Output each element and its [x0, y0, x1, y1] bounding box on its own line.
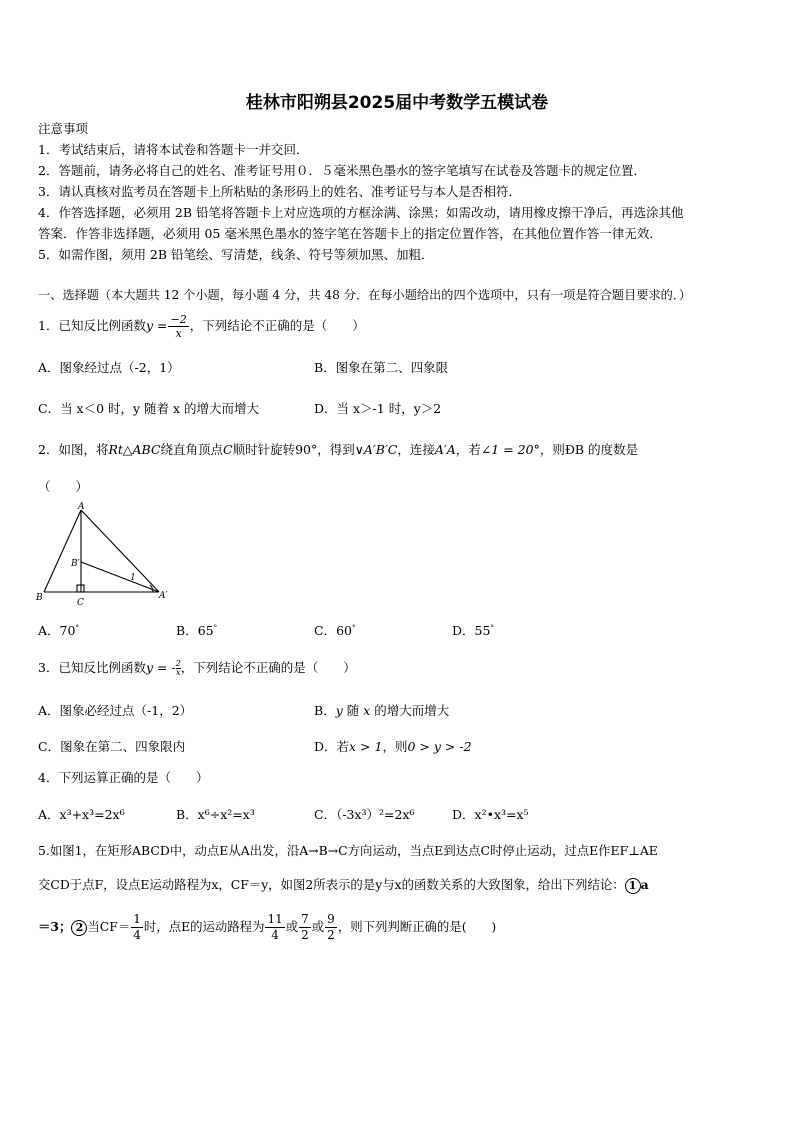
segment-aa-prime — [81, 510, 159, 592]
notice-item: 4．作答选择题，必须用 2B 铅笔将答题卡上对应选项的方框涂满、涂黑；如需改动，请用橡皮擦干净后，再选涂其他 — [38, 205, 684, 220]
question-2-option-d: D．55° — [452, 623, 494, 639]
question-2-stem: 2．如图，将Rt△ABC绕直角顶点C顺时针旋转90°，得到∨A′B′C，连接A′A，若∠1 = 20°，则ÐB 的度数是 — [38, 442, 639, 457]
label-a: A — [78, 502, 85, 512]
question-2-option-b: B．65° — [176, 623, 218, 639]
fraction: $\frac{2}{x}$ — [175, 659, 181, 677]
label-c: C — [77, 598, 84, 608]
question-2-option-a: A．70° — [38, 623, 79, 639]
segment-b-prime-a-prime — [81, 562, 159, 592]
fraction: $\frac{1}{4}$ — [133, 912, 141, 942]
question-4-option-b: B．x⁶÷x²=x³ — [176, 807, 255, 822]
label-angle-1: 1 — [130, 573, 136, 583]
section-heading: 一、选择题（本大题共 12 个小题，每小题 4 分，共 48 分．在每小题给出的四个选项中，只有一项是符合题目要求的．） — [38, 288, 692, 302]
question-4-option-d: D．x²•x³=x⁵ — [452, 807, 529, 822]
question-1-option-c: C．当 x＜0 时，y 随着 x 的增大而增大 — [38, 401, 260, 416]
question-2-option-c: C．60° — [314, 623, 356, 639]
notice-item: 2．答题前，请务必将自己的姓名、准考证号用０．５毫米黑色墨水的签字笔填写在试卷及答题卡的规定位置． — [38, 163, 646, 178]
question-1-option-b: B．图象在第二、四象限 — [314, 360, 449, 375]
circled-number-1: 1 — [625, 878, 641, 894]
question-5-line-3: ＝3； 2 当CF＝ $\frac{1}{4}$ 时，点E的运动路程为 $\frac{11}{4}$ 或 $\frac{7}{2}$ 或 $\frac{9}{2}$ ，则下列判断正确的是( ) — [38, 912, 497, 942]
circled-number-2: 2 — [71, 920, 87, 936]
segment-ab — [44, 510, 81, 592]
question-5-line-2: 交CD于点F，设点E运动路程为x，CF＝y，如图2所表示的是y与x的函数关系的大致图象，给出下列结论： 1 a — [38, 877, 649, 892]
fraction: $\frac{11}{4}$ — [267, 912, 283, 942]
question-4-stem: 4．下列运算正确的是（ ） — [38, 770, 209, 785]
question-4-option-a: A．x³+x³=2x⁶ — [38, 807, 125, 822]
notice-item: 5．如需作图，须用 2B 铅笔绘、写清楚，线条、符号等须加黑、加粗． — [38, 247, 434, 262]
notice-item: 3．请认真核对监考员在答题卡上所粘贴的条形码上的姓名、准考证号与本人是否相符． — [38, 184, 521, 199]
question-3-option-c: C．图象在第二、四象限内 — [38, 739, 186, 754]
question-5-line-1: 5.如图1，在矩形ABCD中，动点E从A出发，沿A→B→C方向运动，当点E到达点C时停止运动，过点E作EF⊥AE — [38, 843, 658, 858]
question-1-option-a: A．图象经过点（-2，1） — [38, 360, 180, 375]
notice-item: 答案．作答非选择题，必须用 05 毫米黑色墨水的签字笔在答题卡上的指定位置作答，在其他位置作答一律无效． — [38, 226, 662, 241]
label-b: B — [36, 593, 43, 603]
question-1-option-d: D．当 x＞-1 时，y＞2 — [314, 401, 442, 416]
question-2-bracket: （ ） — [38, 479, 89, 494]
page-title: 桂林市阳朔县2025届中考数学五模试卷 — [245, 93, 549, 113]
label-a-prime: A′ — [159, 591, 168, 601]
question-3-option-d: D．若x > 1，则0 > y > -2 — [314, 739, 472, 754]
question-3-stem: 3．已知反比例函数y = - $\frac{2}{x}$ ，下列结论不正确的是（ ） — [38, 659, 356, 677]
question-3-option-a: A．图象必经过点（-1，2） — [38, 703, 193, 718]
triangle-figure — [34, 500, 174, 612]
fraction: $\frac{9}{2}$ — [327, 912, 335, 942]
question-3-option-b: B．y 随 x 的增大而增大 — [314, 703, 450, 718]
notice-heading: 注意事项 — [38, 121, 89, 136]
notice-item: 1．考试结束后，请将本试卷和答题卡一并交回． — [38, 142, 309, 157]
fraction: $\frac{7}{2}$ — [301, 912, 309, 942]
label-b-prime: B′ — [71, 559, 80, 569]
fraction: $\frac{-2}{x}$ — [170, 313, 187, 340]
question-1-stem: 1．已知反比例函数y = $\frac{-2}{x}$ ，下列结论不正确的是（ ） — [38, 313, 365, 340]
question-4-option-c: C．（-3x³）²=2x⁶ — [314, 807, 415, 822]
